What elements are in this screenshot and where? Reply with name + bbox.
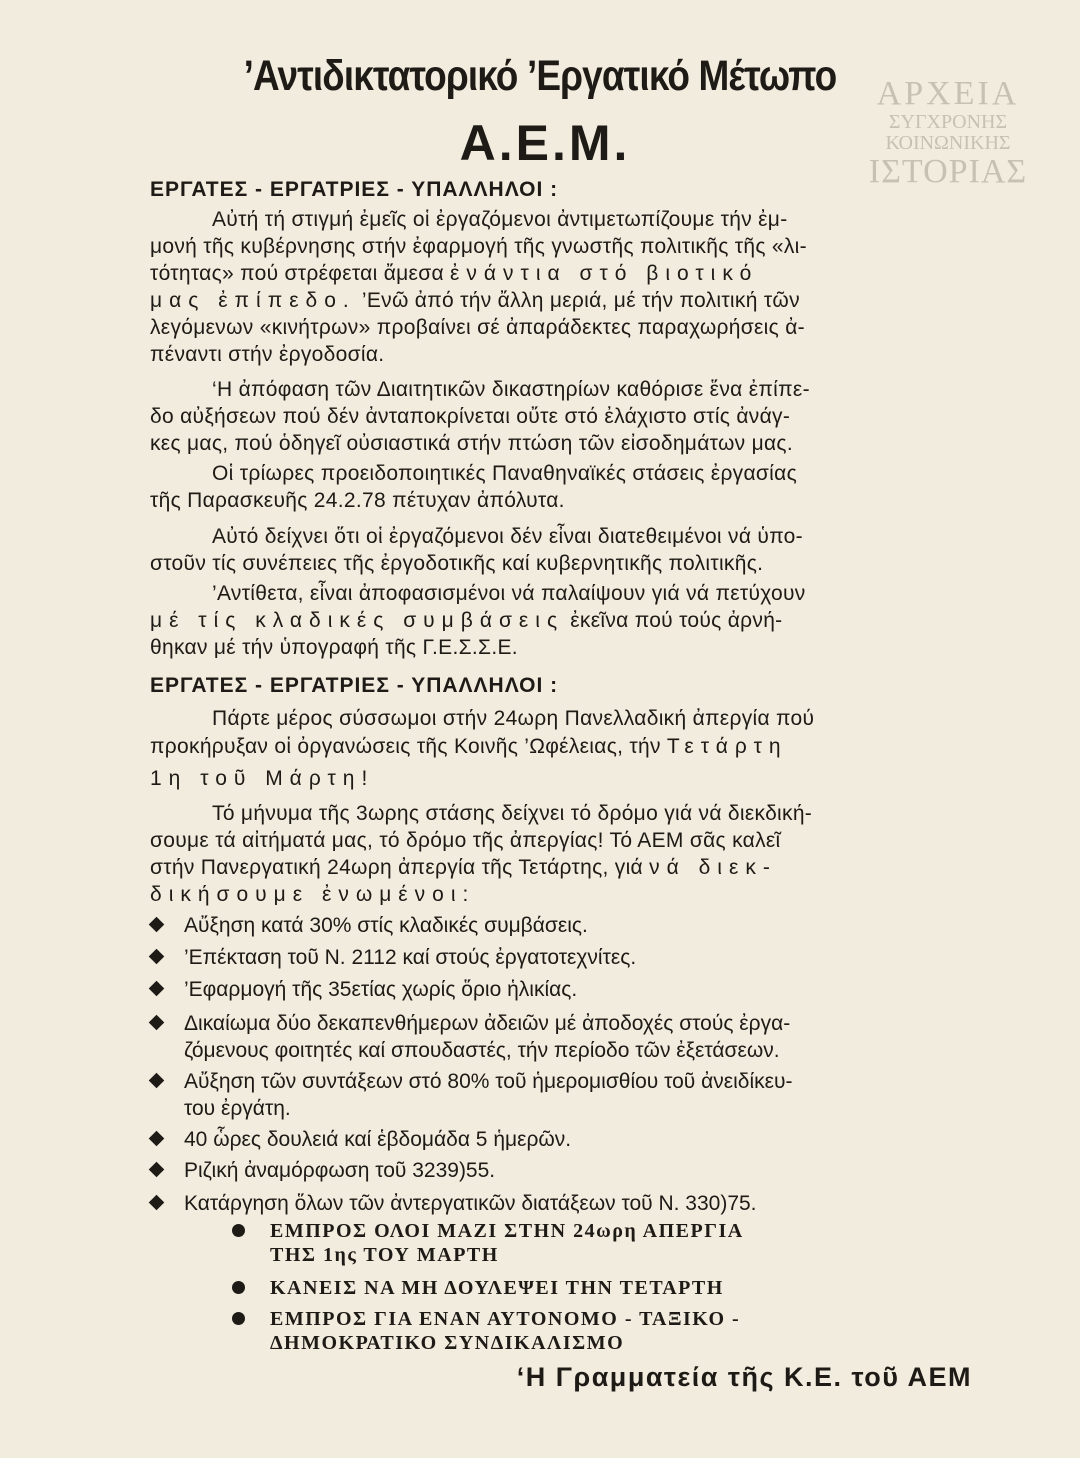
demand-text: ’Εφαρμογή τῆς 35ετίας χωρίς ὅριο ἡλικίας.	[184, 978, 578, 1001]
demand-text: του ἐργάτη.	[184, 1097, 291, 1120]
text-segment: ἐνάντια στό βιοτικό	[450, 262, 759, 285]
text-segment: Τετάρτη	[666, 735, 788, 758]
text-line	[150, 260, 972, 287]
diamond-bullet-icon	[149, 917, 165, 933]
section-heading: ΕΡΓΑΤΕΣ - ΕΡΓΑΤΡΙΕΣ - ΥΠΑΛΛΗΛΟΙ :	[150, 674, 559, 697]
demand-text: ’Επέκταση τοῦ Ν. 2112 καί στούς ἐργατοτεχνίτες.	[184, 946, 637, 969]
watermark-line: ΚΟΙΝΩΝΙΚΗΣ	[885, 131, 1011, 154]
text-line: πέναντι στήν ἐργοδοσία.	[150, 343, 385, 366]
text-segment: μας ἐπίπεδο.	[150, 289, 356, 312]
demand-text: Αὔξηση κατά 30% στίς κλαδικές συμβάσεις.	[184, 914, 588, 937]
demand-text: Ριζική ἀναμόρφωση τοῦ 3239)55.	[184, 1159, 496, 1182]
dot-bullet-icon	[232, 1224, 245, 1237]
text-line: θηκαν μέ τήν ὑπογραφή τῆς Γ.Ε.Σ.Σ.Ε.	[150, 636, 518, 659]
paragraph	[150, 800, 972, 908]
paragraph	[150, 206, 972, 368]
organization-acronym: Α.Ε.Μ.	[459, 115, 631, 171]
text-segment: ’Ενῶ ἀπό τήν ἄλλη μεριά, μέ τήν πολιτική τῶν	[361, 289, 800, 312]
section-heading: ΕΡΓΑΤΕΣ - ΕΡΓΑΤΡΙΕΣ - ΥΠΑΛΛΗΛΟΙ :	[150, 178, 559, 201]
dot-bullet-icon	[232, 1312, 245, 1325]
paragraph	[150, 705, 972, 796]
paragraph	[150, 523, 972, 577]
text-line: Αὐτό δείχνει ὅτι οἱ ἐργαζόμενοι δέν εἶναι διατεθειμένοι νά ὑπο-	[212, 525, 803, 548]
leaflet-title: ’Αντιδικτατορικό ’Εργατικό Μέτωπο	[243, 52, 837, 100]
diamond-bullet-icon	[149, 981, 165, 997]
text-line: Οἱ τρίωρες προειδοποιητικές Παναθηναϊκές στάσεις ἐργασίας	[212, 462, 798, 485]
text-line: στοῦν τίς συνέπειες τῆς ἐργοδοτικῆς καί κυβερνητικῆς πολιτικῆς.	[150, 552, 764, 575]
archive-watermark	[868, 76, 1028, 189]
paragraph	[150, 580, 972, 661]
demand-text: Κατάργηση ὅλων τῶν ἀντεργατικῶν διατάξεων τοῦ Ν. 330)75.	[184, 1192, 757, 1215]
text-line	[150, 732, 972, 762]
demand-text: 40 ὧρες δουλειά καί ἑβδομάδα 5 ἡμερῶν.	[184, 1128, 572, 1151]
text-line	[150, 854, 972, 881]
text-line: τῆς Παρασκευῆς 24.2.78 πέτυχαν ἀπόλυτα.	[150, 489, 565, 512]
text-line: Πάρτε μέρος σύσσωμοι στήν 24ωρη Πανελλαδική ἀπεργία πού	[212, 707, 815, 730]
watermark-line: ΑΡΧΕΙΑ	[876, 75, 1020, 112]
text-segment: τότητας» πού στρέφεται ἄμεσα	[150, 262, 444, 285]
text-segment: προκήρυξαν οἱ ὀργανώσεις τῆς Κοινῆς ’Ωφέλειας, τήν	[150, 735, 661, 758]
demand-text: ζόμενους φοιτητές καί σπουδαστές, τήν περίοδο τῶν ἐξετάσεων.	[184, 1039, 780, 1062]
demand-text: Αὔξηση τῶν συντάξεων στό 80% τοῦ ἡμερομισθίου τοῦ ἀνειδίκευ-	[184, 1070, 793, 1093]
text-line: λεγόμενων «κινήτρων» προβαίνει σέ ἀπαράδεκτες παραχωρήσεις ἀ-	[150, 316, 805, 339]
text-line: 1η τοῦ Μάρτη!	[150, 767, 375, 790]
text-line: Αὐτή τή στιγμή ἐμεῖς οἱ ἐργαζόμενοι ἀντιμετωπίζουμε τήν ἐμ-	[212, 208, 788, 231]
text-line: δικήσουμε ἐνωμένοι:	[150, 883, 476, 906]
text-segment: ἐκεῖνα πού τούς ἀρνή-	[570, 609, 783, 632]
text-line	[150, 287, 972, 314]
slogan-text: ΚΑΝΕΙΣ ΝΑ ΜΗ ΔΟΥΛΕΨΕΙ ΤΗΝ ΤΕΤΑΡΤΗ	[270, 1277, 724, 1299]
watermark-line: ΙΣΤΟΡΙΑΣ	[868, 152, 1028, 190]
paragraph	[150, 460, 972, 514]
text-line: δο αὐξήσεων πού δέν ἀνταποκρίνεται οὔτε στό ἐλάχιστο στίς ἀνάγ-	[150, 405, 791, 428]
text-segment: μέ τίς κλαδικές συμβάσεις	[150, 609, 565, 632]
text-line	[150, 607, 972, 634]
diamond-bullet-icon	[149, 1162, 165, 1178]
text-line: σουμε τά αἰτήματά μας, τό δρόμο τῆς ἀπεργίας! Τό ΑΕΜ σᾶς καλεῖ	[150, 829, 781, 852]
text-line: ’Αντίθετα, εἶναι ἀποφασισμένοι νά παλαίψουν γιά νά πετύχουν	[212, 582, 806, 605]
slogan-text: ΔΗΜΟΚΡΑΤΙΚΟ ΣΥΝΔΙΚΑΛΙΣΜΟ	[270, 1332, 625, 1354]
text-line: μονή τῆς κυβέρνησης στήν ἐφαρμογή τῆς γνωστῆς πολιτικῆς τῆς «λι-	[150, 235, 807, 258]
dot-bullet-icon	[232, 1281, 245, 1294]
text-segment: στήν Πανεργατική 24ωρη ἀπεργία τῆς Τετάρτης, γιά	[150, 856, 643, 879]
diamond-bullet-icon	[149, 1073, 165, 1089]
diamond-bullet-icon	[149, 1015, 165, 1031]
slogan-text: ΕΜΠΡΟΣ ΓΙΑ ΕΝΑΝ ΑΥΤΟΝΟΜΟ - ΤΑΞΙΚΟ -	[270, 1308, 741, 1330]
text-segment: νά διεκ-	[649, 856, 777, 879]
paragraph	[150, 376, 972, 457]
text-line: κες μας, πού ὁδηγεῖ οὐσιαστικά στήν πτώση τῶν εἰσοδημάτων μας.	[150, 432, 793, 455]
signature: ‘Η Γραμματεία τῆς Κ.Ε. τοῦ ΑΕΜ	[516, 1362, 972, 1392]
demand-text: Δικαίωμα δύο δεκαπενθήμερων ἀδειῶν μέ ἀποδοχές στούς ἐργα-	[184, 1012, 791, 1035]
watermark-line: ΣΥΓΧΡΟΝΗΣ	[888, 110, 1008, 133]
text-line: ‘Η ἀπόφαση τῶν Διαιτητικῶν δικαστηρίων καθόρισε ἕνα ἐπίπε-	[212, 378, 810, 401]
text-line: Τό μήνυμα τῆς 3ωρης στάσης δείχνει τό δρόμο γιά νά διεκδική-	[212, 802, 813, 825]
diamond-bullet-icon	[149, 1195, 165, 1211]
diamond-bullet-icon	[149, 949, 165, 965]
diamond-bullet-icon	[149, 1131, 165, 1147]
slogan-text: ΕΜΠΡΟΣ ΟΛΟΙ ΜΑΖΙ ΣΤΗΝ 24ωρη ΑΠΕΡΓΙΑ	[270, 1220, 744, 1242]
slogan-text: ΤΗΣ 1ης ΤΟΥ ΜΑΡΤΗ	[270, 1244, 499, 1266]
